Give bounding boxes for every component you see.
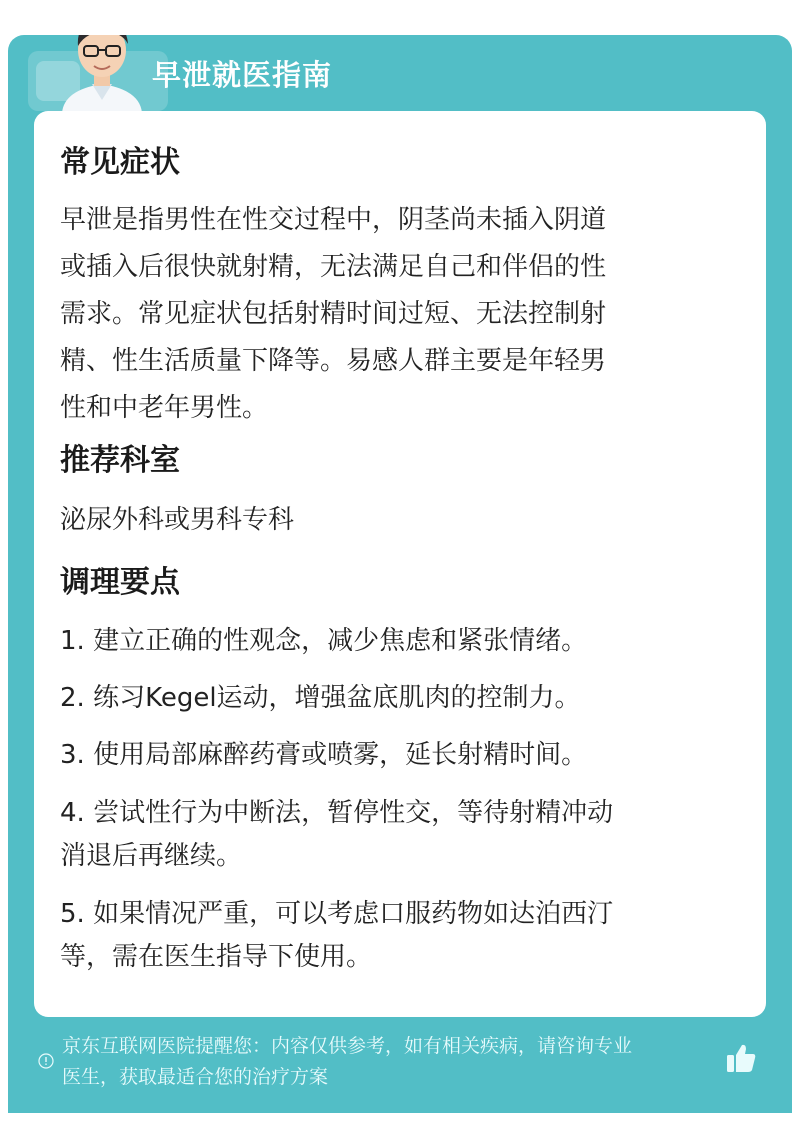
- symptoms-line: 或插入后很快就射精，无法满足自己和伴侣的性: [60, 252, 607, 282]
- care-item-line: 等，需在医生指导下使用。: [60, 942, 373, 972]
- symptoms-title: 常见症状: [60, 145, 180, 180]
- footer-disclaimer: [8, 1031, 792, 1113]
- care-item-3: [60, 734, 740, 777]
- care-item-4: [60, 792, 740, 878]
- care-title: 调理要点: [60, 565, 180, 600]
- footer-text: [62, 1031, 732, 1093]
- care-item-2: [60, 677, 740, 720]
- department-text: 泌尿外科或男科专科: [60, 505, 295, 535]
- content-card: [34, 111, 766, 1017]
- thumbs-up-icon[interactable]: [724, 1041, 758, 1075]
- info-icon: [38, 1053, 54, 1069]
- care-item-line: 消退后再继续。: [60, 841, 243, 871]
- footer-line: 医生，获取最适合您的治疗方案: [62, 1066, 329, 1088]
- page-title: 早泄就医指南: [152, 58, 333, 92]
- care-item-line: 4. 尝试性行为中断法，暂停性交，等待射精冲动: [60, 798, 614, 828]
- footer-line: 京东互联网医院提醒您：内容仅供参考，如有相关疾病，请咨询专业: [62, 1035, 633, 1057]
- symptoms-text: [60, 197, 740, 432]
- care-item-line: 1. 建立正确的性观念，减少焦虑和紧张情绪。: [60, 626, 588, 656]
- doctor-avatar: [52, 35, 152, 113]
- care-item-line: 2. 练习Kegel运动，增强盆底肌肉的控制力。: [60, 683, 581, 713]
- guide-frame: [8, 35, 792, 1113]
- care-item-1: [60, 620, 740, 663]
- care-item-line: 5. 如果情况严重，可以考虑口服药物如达泊西汀: [60, 899, 614, 929]
- symptoms-line: 早泄是指男性在性交过程中，阴茎尚未插入阴道: [60, 205, 607, 235]
- symptoms-line: 精、性生活质量下降等。易感人群主要是年轻男: [60, 346, 607, 376]
- care-item-line: 3. 使用局部麻醉药膏或喷雾，延长射精时间。: [60, 740, 588, 770]
- department-title: 推荐科室: [60, 443, 180, 478]
- care-item-5: [60, 893, 740, 979]
- symptoms-line: 需求。常见症状包括射精时间过短、无法控制射: [60, 299, 607, 329]
- symptoms-line: 性和中老年男性。: [60, 393, 269, 423]
